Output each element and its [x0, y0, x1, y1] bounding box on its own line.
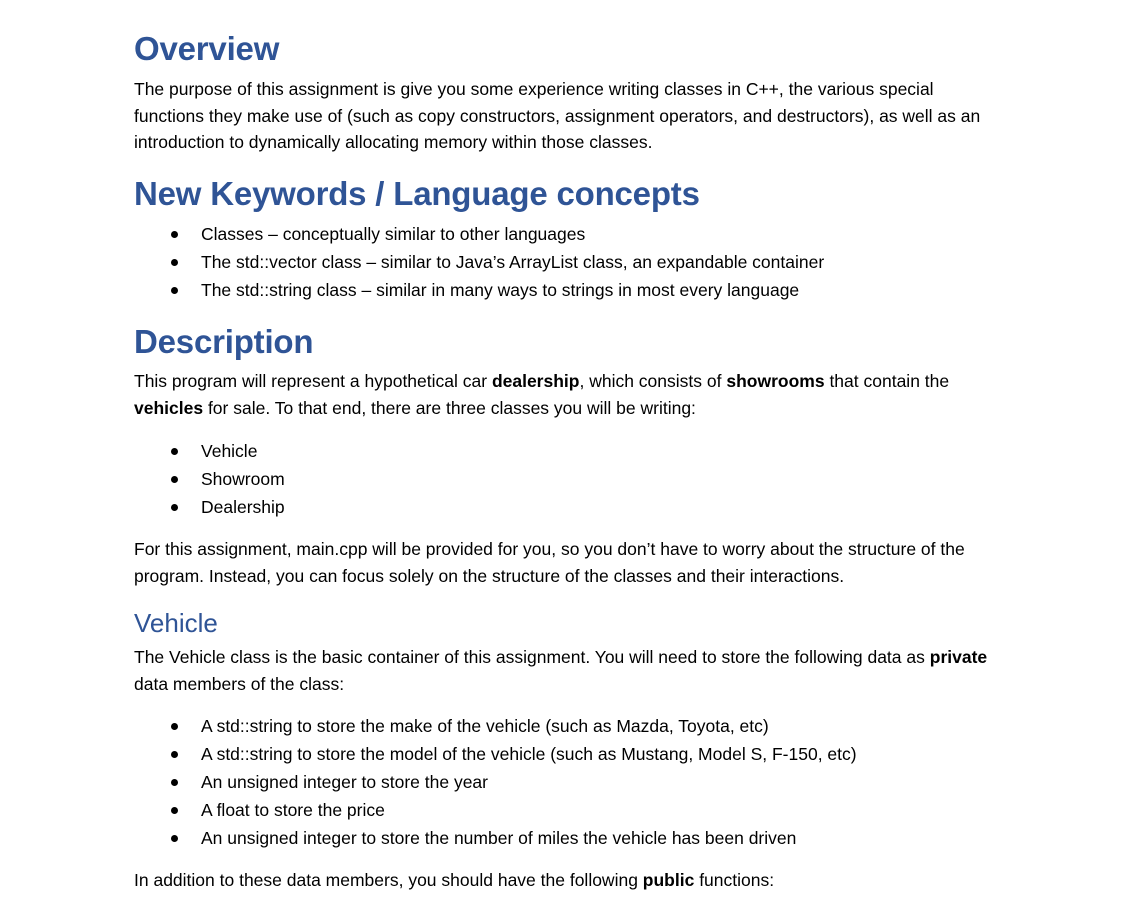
text-run: The Vehicle class is the basic container of this assignment. You will need to store the following data as [134, 647, 930, 667]
text-run: In addition to these data members, you should have the following [134, 870, 643, 890]
overview-heading: Overview [134, 30, 280, 67]
bullet-icon [171, 259, 178, 266]
list-item [134, 465, 1014, 493]
bullet-icon [171, 476, 178, 483]
list-item-text: Showroom [201, 469, 285, 489]
classes-list [134, 437, 1014, 521]
list-item [134, 437, 1014, 465]
text-run: , which consists of [579, 371, 727, 391]
list-item [134, 768, 1014, 796]
bullet-icon [171, 835, 178, 842]
text-run: for sale. To that end, there are three classes you will be writing: [203, 397, 696, 418]
list-item-text: Vehicle [201, 441, 258, 461]
bullet-icon [171, 807, 178, 814]
bold-text-run: vehicles [134, 397, 204, 418]
vehicle-paragraph-2 [134, 867, 1004, 894]
bold-text-run: dealership [491, 371, 580, 391]
text-run: that contain the [824, 371, 950, 391]
list-item-text: A std::string to store the make of the vehicle (such as Mazda, Toyota, etc) [201, 716, 769, 736]
bullet-icon [171, 723, 178, 730]
list-item [134, 276, 1014, 304]
bullet-icon [171, 779, 178, 786]
bullet-icon [171, 287, 178, 294]
text-run: functions: [694, 870, 775, 890]
bullet-icon [171, 504, 178, 511]
list-item [134, 220, 1014, 248]
description-paragraph [134, 368, 1014, 421]
bullet-icon [171, 448, 178, 455]
list-item-text: An unsigned integer to store the number of miles the vehicle has been driven [201, 828, 797, 848]
list-item [134, 824, 1014, 852]
list-item [134, 248, 1014, 276]
bold-text-run: private [929, 647, 988, 667]
list-item-text: An unsigned integer to store the year [201, 772, 488, 792]
list-item-text: A float to store the price [201, 800, 385, 820]
list-item-text: The std::vector class – similar to Java’s ArrayList class, an expandable container [201, 252, 825, 272]
bold-text-run: public [642, 870, 695, 890]
keywords-list [134, 220, 1014, 304]
bold-text-run: showrooms [726, 371, 825, 391]
list-item [134, 493, 1014, 521]
bullet-icon [171, 231, 178, 238]
list-item-text: The std::string class – similar in many ways to strings in most every language [201, 280, 800, 300]
list-item-text: A std::string to store the model of the vehicle (such as Mustang, Model S, F-150, etc) [201, 744, 857, 764]
list-item-text: Classes – conceptually similar to other languages [201, 224, 586, 244]
list-item [134, 740, 1014, 768]
list-item [134, 796, 1014, 824]
description-paragraph-2: For this assignment, main.cpp will be provided for you, so you don’t have to worry about the structure of the program. Instead, you can focus solely on the structure of the classes and their interactions. [134, 539, 965, 586]
vehicle-heading: Vehicle [134, 608, 218, 638]
list-item-text: Dealership [201, 497, 285, 517]
list-item [134, 712, 1014, 740]
vehicle-members-list [134, 712, 1014, 852]
vehicle-paragraph [134, 644, 1004, 697]
text-run: data members of the class: [134, 673, 345, 694]
overview-paragraph: The purpose of this assignment is give you some experience writing classes in C++, the various special functions they make use of (such as copy constructors, assignment operators, and destructors), as well as an introduction to dynamically allocating memory within those classes. [134, 79, 981, 152]
bullet-icon [171, 751, 178, 758]
text-run: This program will represent a hypothetical car [134, 371, 492, 391]
description-heading: Description [134, 323, 314, 360]
keywords-heading: New Keywords / Language concepts [134, 175, 700, 212]
